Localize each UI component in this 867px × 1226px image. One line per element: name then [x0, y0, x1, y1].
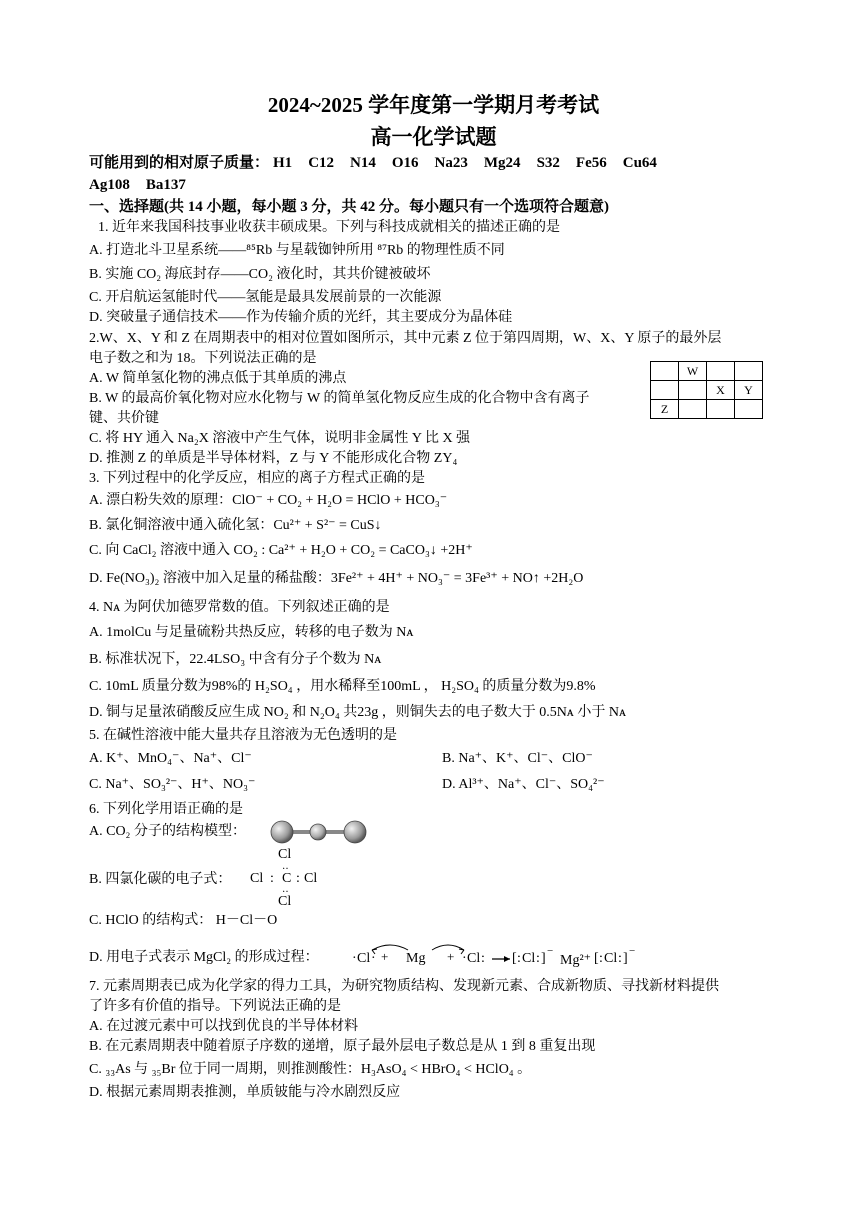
- q2-option-d: D. 推测 Z 的单质是半导体材料，Z 与 Y 不能形成化合物 ZY₄: [89, 451, 458, 466]
- q2-option-b-line2: 键、共价键: [89, 411, 159, 426]
- q1-option-d: D. 突破量子通信技术——作为传输介质的光纤，其主要成分为晶体硅: [89, 310, 513, 325]
- q7-option-c: C. ₃₃As 与 ₃₅Br 位于同一周期，则推测酸性：H₃AsO₄ < HBrO₄ < HClO₄ 。: [89, 1062, 532, 1077]
- section-heading: 一、选择题(共 14 小题，每小题 3 分，共 42 分。每小题只有一个选项符合题意): [89, 199, 609, 215]
- q6-option-c: C. HClO 的结构式： H－Cl－O: [89, 913, 278, 928]
- atomic-masses-2: Ag108 Ba137: [89, 177, 186, 193]
- cell-w: W: [679, 362, 707, 381]
- q5-stem: 5. 在碱性溶液中能大量共存且溶液为无色透明的是: [89, 728, 397, 743]
- q3-option-c: C. 向 CaCl₂ 溶液中通入 CO₂ : Ca²⁺ + H₂O + CO₂ = CaCO₃↓ +2H⁺: [89, 543, 473, 558]
- q3-stem: 3. 下列过程中的化学反应，相应的离子方程式正确的是: [89, 471, 425, 486]
- atomic-masses: 可能用到的相对原子质量： H1 C12 N14 O16 Na23 Mg24 S32 Fe56 Cu64: [89, 155, 657, 171]
- oxygen-atom-right: [344, 821, 366, 843]
- q7-option-d: D. 根据元素周期表推测，单质铍能与冷水剧烈反应: [89, 1085, 401, 1100]
- exam-title: 2024~2025 学年度第一学期月考考试: [267, 93, 600, 117]
- q1-option-b: B. 实施 CO₂ 海底封存——CO₂ 液化时，其共价键被破坏: [89, 267, 431, 282]
- q3-option-a: A. 漂白粉失效的原理：ClO⁻ + CO₂ + H₂O = HClO + HCO₃⁻: [89, 493, 448, 508]
- exam-subtitle: 高一化学试题: [370, 125, 497, 149]
- q4-option-b: B. 标准状况下，22.4LSO₃ 中含有分子个数为 Nᴀ: [89, 652, 382, 667]
- q7-stem-line2: 了许多有价值的指导。下列说法正确的是: [89, 999, 341, 1014]
- q4-option-a: A. 1molCu 与足量硫粉共热反应，转移的电子数为 Nᴀ: [89, 625, 414, 640]
- electron-transfer-arrows: [350, 938, 530, 978]
- q2-option-a: A. W 简单氢化物的沸点低于其单质的沸点: [89, 371, 347, 386]
- q7-option-a: A. 在过渡元素中可以找到优良的半导体材料: [89, 1019, 359, 1034]
- cell-y: Y: [735, 381, 763, 400]
- cell-z: Z: [651, 400, 679, 419]
- q5-option-c: C. Na⁺、SO₃²⁻、H⁺、NO₃⁻: [89, 777, 256, 792]
- q5-option-d: D. Al³⁺、Na⁺、Cl⁻、SO₄²⁻: [442, 777, 605, 792]
- exam-page: 2024~2025 学年度第一学期月考考试 高一化学试题 可能用到的相对原子质量： H1 C12 N14 O16 Na23 Mg24 S32 Fe56 Cu64 Ag108 Ba137 一、选择题(共 14 小题，每小题 3 分，共 42 分。每小题只有一个选项符合题意) 1. 近年来我国科技事业收获丰硕成果。下列与科技成就相关的描述正确的是 A. 打造北斗卫星系统——⁸⁵Rb 与星载铷钟所用 ⁸⁷Rb 的物理性质不同 B. 实施 CO₂ 海底封存——CO₂ 液化时，其共价键被破坏 C. 开启航运氢能时代——氢能是最具发展前景的一次能源 D. 突破量子通信技术——作为传输介质的光纤，其主要成分为晶体硅 2.W、X、Y 和 Z 在周期表中的相对位置如图所示，其中元素 Z 位于第四周期，W、X、Y 原子的最外层 电子数之和为 18。下列说法正确的是 A. W 简单氢化物的沸点低于其单质的沸点 B. W 的最高价氧化物对应水化物与 W 的简单氢化物反应生成的化合物中含有离子 键、共价键 C. 将 HY 通入 Na₂X 溶液中产生气体，说明非金属性 Y 比 X 强 D. 推测 Z 的单质是半导体材料，Z 与 Y 不能形成化合物 ZY₄ W X Y Z 3. 下列过程中的化学反应，相应的离子方程式正确的是 A. 漂白粉失效的原理：ClO⁻ + CO₂ + H₂O = HClO + HCO₃⁻ B. 氯化铜溶液中通入硫化氢：Cu²⁺ + S²⁻ = CuS↓ C. 向 CaCl₂ 溶液中通入 CO₂ : Ca²⁺ + H₂O + CO₂ = CaCO₃↓ +2H⁺ D. Fe(NO₃)₂ 溶液中加入足量的稀盐酸：3Fe²⁺ + 4H⁺ + NO₃⁻ = 3Fe³⁺ + NO↑ +2H₂O 4. Nᴀ 为阿伏加德罗常数的值。下列叙述正确的是 A. 1molCu 与足量硫粉共热反应，转移的电子数为 Nᴀ B. 标准状况下，22.4LSO₃ 中含有分子个数为 Nᴀ C. 10mL 质量分数为98%的 H₂SO₄ ，用水稀释至100mL ， H₂SO₄ 的质量分数为9.8% D. 铜与足量浓硝酸反应生成 NO₂ 和 N₂O₄ 共23g ，则铜失去的电子数大于 0.5Nᴀ 小于 Nᴀ 5. 在碱性溶液中能大量共存且溶液为无色透明的是 A. K⁺、MnO₄⁻、Na⁺、Cl⁻ B. Na⁺、K⁺、Cl⁻、ClO⁻ C. Na⁺、SO₃²⁻、H⁺、NO₃⁻ D. Al³⁺、Na⁺、Cl⁻、SO₄²⁻ 6. 下列化学用语正确的是 A. CO₂ 分子的结构模型： B. 四氯化碳的电子式： Cl ‥ Cl : C : Cl ‥ Cl C. HClO 的结构式： H－Cl－O D. 用电子式表示 MgCl₂ 的形成过程： · Cl · + Mg + · Cl : [ : Cl : ] − Mg²⁺ [ : Cl : ] − 7. 元素周期表已成为化学家的得力工具，为研究物质结构、发现新元素、合成新物质、寻找新材料提供 了许多有价值的指导。下列说法正确的是 A. 在过渡元素中可以找到优良的半导体材料 B. 在元素周期表中随着原子序数的递增，原子最外层电子数总是从 1 到 8 重复出现 C. ₃₃As 与 ₃₅Br 位于同一周期，则推测酸性：H₃AsO₄ < HBrO₄ < HClO₄ 。 D. 根据元素周期表推测，单质铍能与冷水剧烈反应: [0, 0, 867, 1226]
- q3-option-b: B. 氯化铜溶液中通入硫化氢：Cu²⁺ + S²⁻ = CuS↓: [89, 518, 382, 533]
- q2-stem-line2: 电子数之和为 18。下列说法正确的是: [89, 351, 317, 366]
- q6-stem: 6. 下列化学用语正确的是: [89, 802, 243, 817]
- q2-option-c: C. 将 HY 通入 Na₂X 溶液中产生气体，说明非金属性 Y 比 X 强: [89, 431, 471, 446]
- atomic-masses-label: 可能用到的相对原子质量：: [89, 155, 270, 171]
- q6-option-b: B. 四氯化碳的电子式：: [89, 872, 232, 887]
- q4-stem: 4. Nᴀ 为阿伏加德罗常数的值。下列叙述正确的是: [89, 600, 390, 615]
- cell-x: X: [707, 381, 735, 400]
- q2-option-b-line1: B. W 的最高价氧化物对应水化物与 W 的简单氢化物反应生成的化合物中含有离子: [89, 391, 590, 406]
- q1-option-a: A. 打造北斗卫星系统——⁸⁵Rb 与星载铷钟所用 ⁸⁷Rb 的物理性质不同: [89, 243, 505, 258]
- q3-option-d: D. Fe(NO₃)₂ 溶液中加入足量的稀盐酸：3Fe²⁺ + 4H⁺ + NO₃⁻ = 3Fe³⁺ + NO↑ +2H₂O: [89, 571, 584, 586]
- q2-stem-line1: 2.W、X、Y 和 Z 在周期表中的相对位置如图所示，其中元素 Z 位于第四周期，W、X、Y 原子的最外层: [89, 331, 722, 346]
- q5-option-b: B. Na⁺、K⁺、Cl⁻、ClO⁻: [442, 751, 593, 766]
- q1-option-c: C. 开启航运氢能时代——氢能是最具发展前景的一次能源: [89, 290, 442, 305]
- q5-option-a: A. K⁺、MnO₄⁻、Na⁺、Cl⁻: [89, 751, 252, 766]
- q1-stem: 1. 近年来我国科技事业收获丰硕成果。下列与科技成就相关的描述正确的是: [98, 220, 560, 235]
- carbon-atom: [310, 824, 326, 840]
- oxygen-atom-left: [271, 821, 293, 843]
- q7-stem-line1: 7. 元素周期表已成为化学家的得力工具，为研究物质结构、发现新元素、合成新物质、寻找新材料提供: [89, 979, 719, 994]
- q6-option-d: D. 用电子式表示 MgCl₂ 的形成过程：: [89, 950, 319, 965]
- q7-option-b: B. 在元素周期表中随着原子序数的递增，原子最外层电子数总是从 1 到 8 重复出现: [89, 1039, 596, 1054]
- q4-option-d: D. 铜与足量浓硝酸反应生成 NO₂ 和 N₂O₄ 共23g ，则铜失去的电子数大于 0.5Nᴀ 小于 Nᴀ: [89, 705, 626, 720]
- periodic-table-grid: [650, 361, 763, 419]
- co2-ball-model: [270, 820, 370, 844]
- q4-option-c: C. 10mL 质量分数为98%的 H₂SO₄ ，用水稀释至100mL ， H₂SO₄ 的质量分数为9.8%: [89, 679, 596, 694]
- q6-option-a: A. CO₂ 分子的结构模型：: [89, 824, 246, 839]
